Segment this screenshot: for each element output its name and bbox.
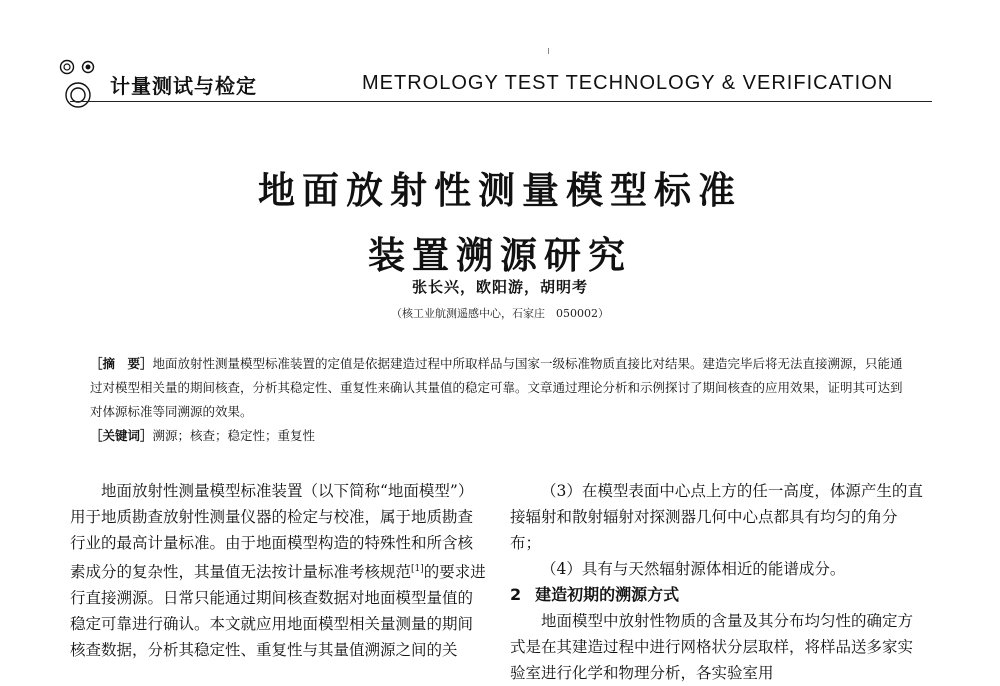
- intro-text-end: 的要求进行直接溯源。日常只能通过期间核查数据对地面模型量值的稳定可靠进行确认。本文就应用地面模型相关量测量的期间核查数据，分析其稳定性、重复性与其量值溯源之间的关: [70, 563, 486, 660]
- journal-name-english: METROLOGY TEST TECHNOLOGY & VERIFICATION: [362, 72, 894, 94]
- section-heading-2: [510, 582, 928, 608]
- author-affiliation: （核工业航测遥感中心，石家庄 050002）: [391, 307, 609, 320]
- keywords-label: ［关键词］: [90, 428, 153, 443]
- paper-title-line-1: 地面放射性测量模型标准: [258, 169, 742, 212]
- paper-title-line-2: 装置溯源研究: [368, 234, 632, 277]
- keywords-text: 溯源；核查；稳定性；重复性: [152, 428, 316, 443]
- journal-name-chinese: 计量测试与检定: [110, 74, 257, 98]
- abstract-label: ［摘 要］: [90, 356, 153, 371]
- list-item-4: （4）具有与天然辐射源体相近的能谱成分。: [541, 560, 846, 578]
- concentric-circles-icon: [58, 58, 108, 112]
- intro-text-start: 地面放射性测量模型标准装置（以下简称“地面模型”）用于地质勘查放射性测量仪器的检定与校准，属于地质勘查行业的最高计量标准。由于地面模型构造的特殊性和所含核素成分的复杂性，其量值无法按计量标准考核规范: [70, 482, 474, 582]
- section-title: 建造初期的溯源方式: [535, 585, 680, 604]
- body-column-left: [70, 478, 488, 663]
- author-list: 张长兴，欧阳游，胡明考: [411, 278, 588, 296]
- list-item-3: （3）在模型表面中心点上方的任一高度，体源产生的直接辐射和散射辐射对探测器几何中心点都具有均匀的角分布；: [510, 482, 923, 552]
- section-number: 2: [510, 585, 522, 604]
- keywords: [90, 426, 315, 444]
- abstract: [90, 352, 910, 424]
- body-column-right: [510, 478, 928, 686]
- citation-marker: [1]: [411, 564, 424, 574]
- intro-paragraph: [70, 478, 488, 663]
- header-divider: [70, 101, 932, 102]
- abstract-text: 地面放射性测量模型标准装置的定值是依据建造过程中所取样品与国家一级标准物质直接比对结果。建造完毕后将无法直接溯源，只能通过对模型相关量的期间核查，分析其稳定性、重复性来确认其量值的稳定可靠。文章通过理论分析和示例探讨了期间核查的应用效果，证明其可达到对体源标准等同溯源的效果。: [90, 356, 903, 419]
- scan-mark: [548, 48, 549, 54]
- section-2-paragraph: 地面模型中放射性物质的含量及其分布均匀性的确定方式是在其建造过程中进行网格状分层取样，将样品送多家实验室进行化学和物理分析，各实验室用: [510, 612, 914, 682]
